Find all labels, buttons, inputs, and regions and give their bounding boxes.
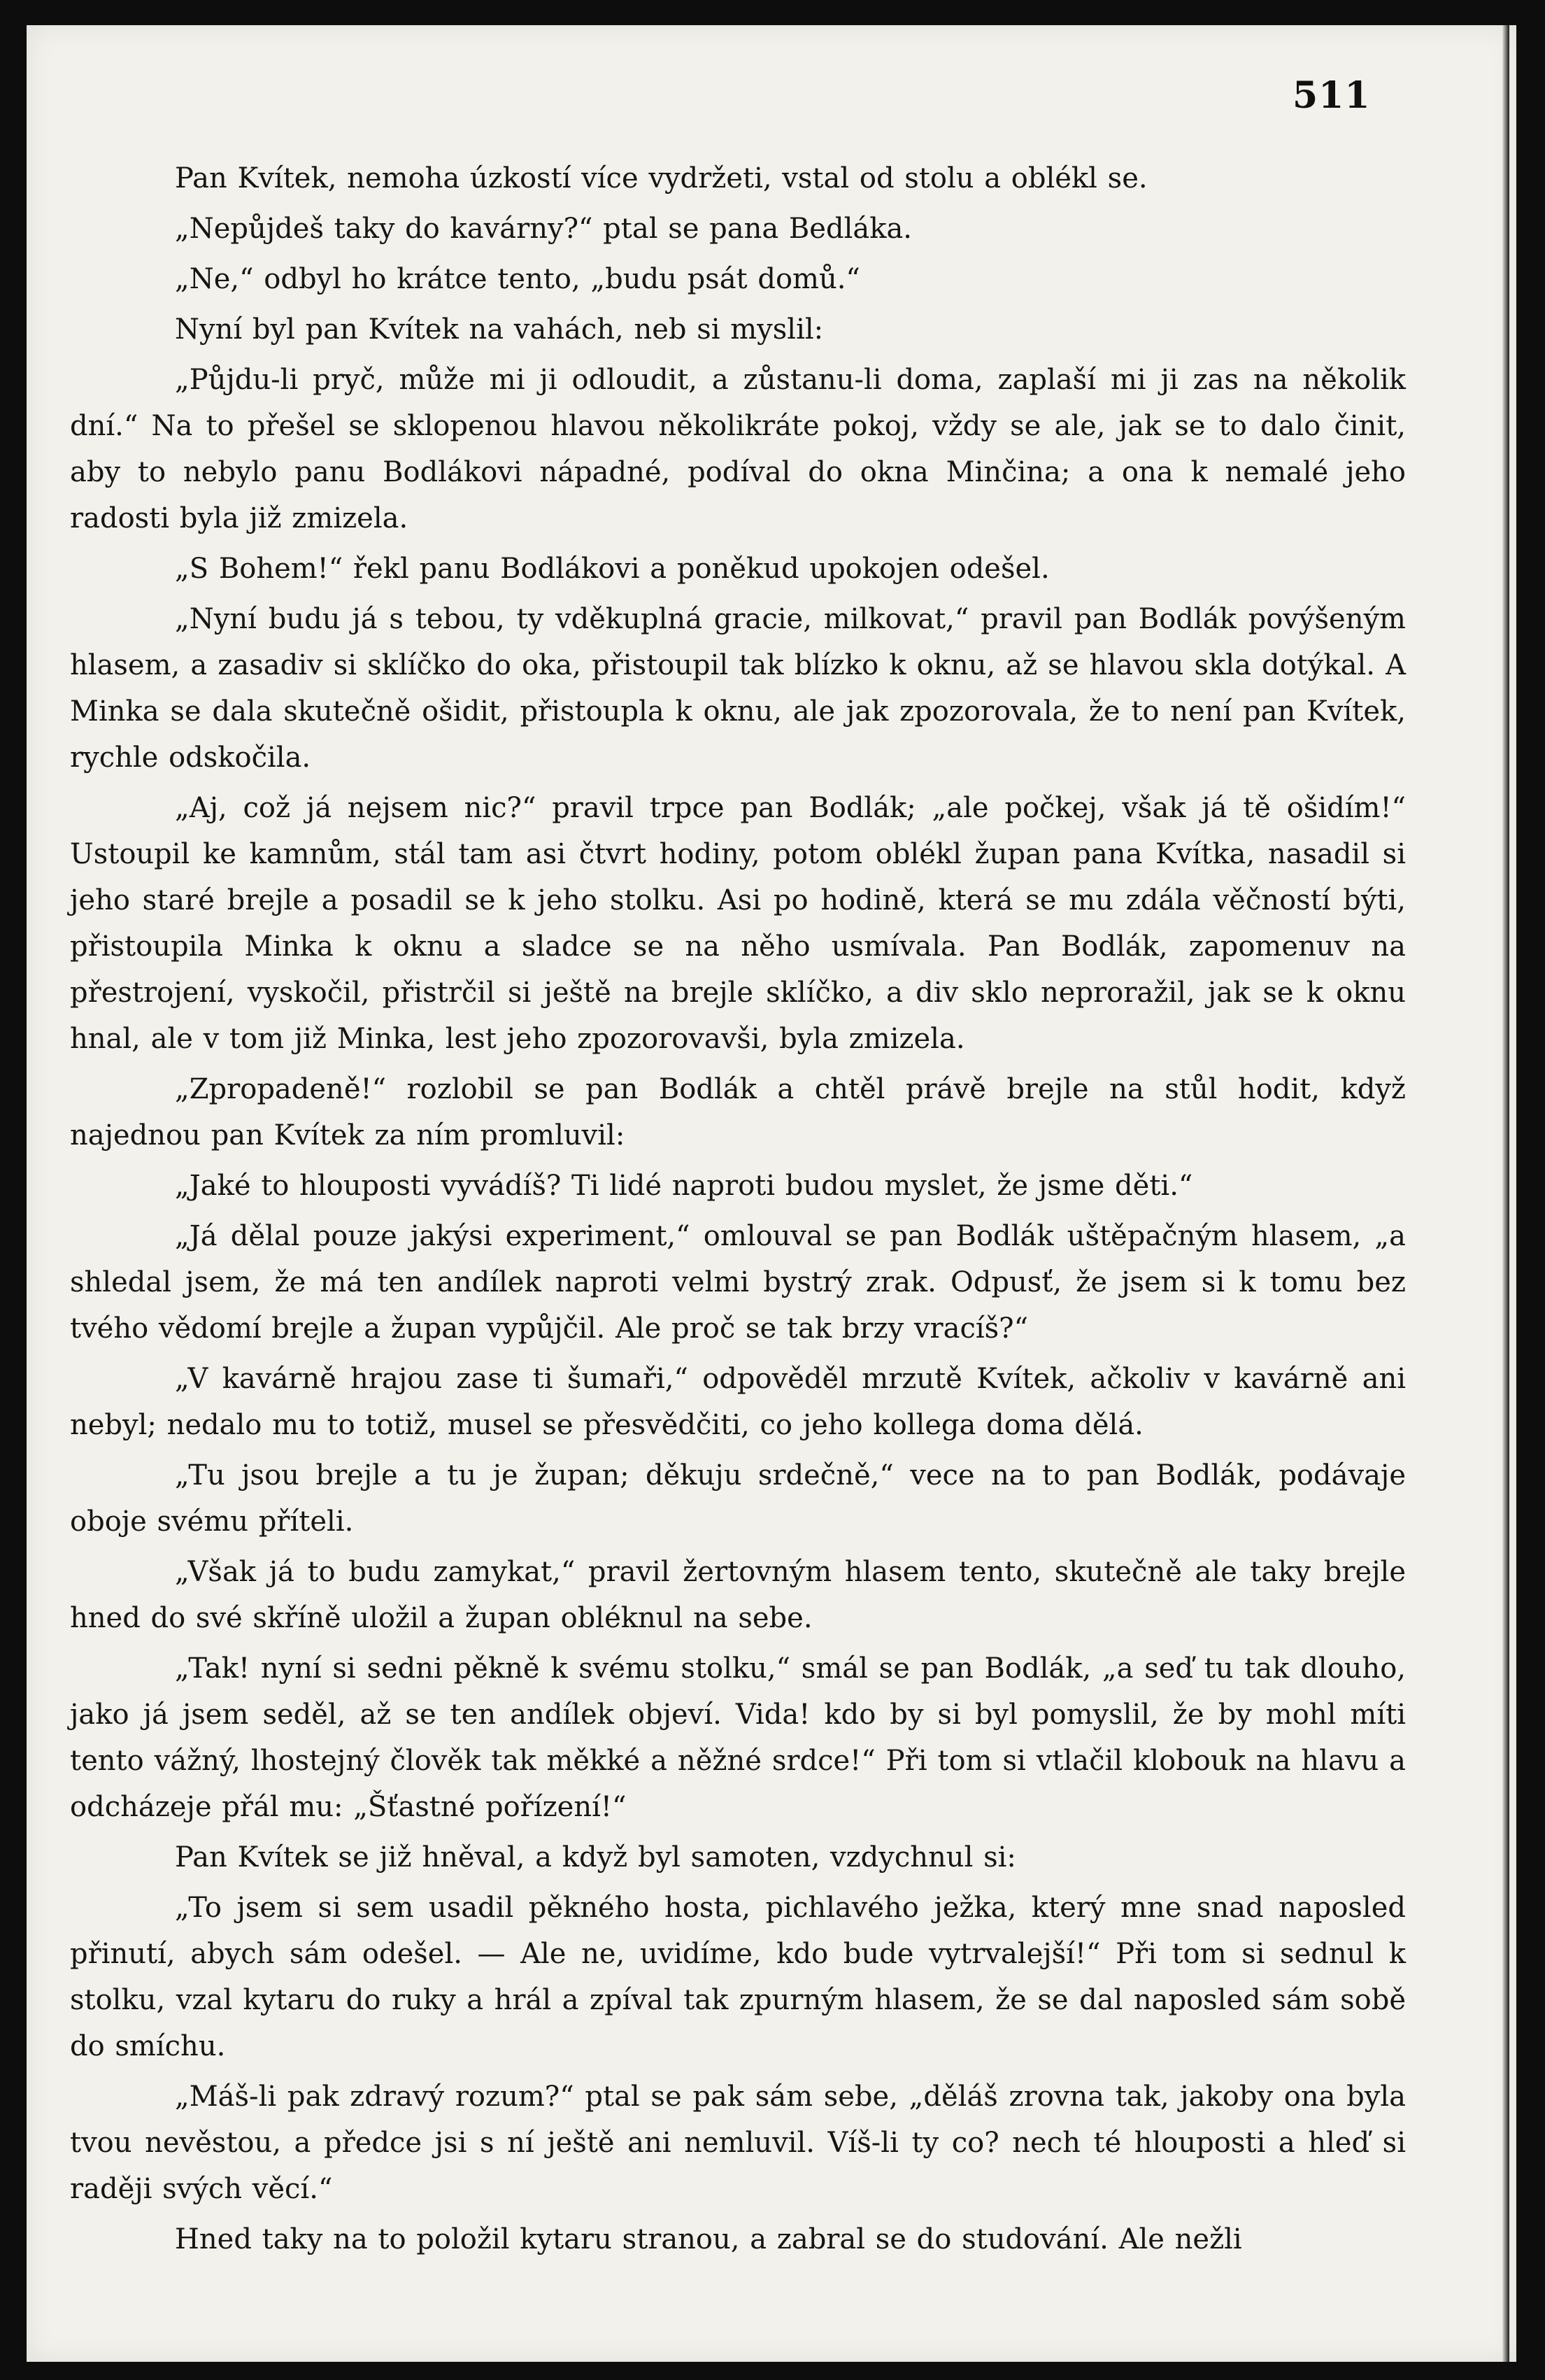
paragraph: „Aj, což já nejsem nic?“ pravil trpce pan Bodlák; „ale počkej, však já tě ošidím!“ Ustoupil ke kamnům, stál tam asi čtvrt hodiny, potom oblékl župan pana Kvítka, nasadil si jeho staré brejle a posadil se k jeho stolku. Asi po hodině, která se mu zdála věčností býti, přistoupila Minka k oknu a sladce se na něho usmívala. Pan Bodlák, zapomenuv na přestrojení, vyskočil, přistrčil si ještě na brejle sklíčko, a div sklo neproražil, jak se k oknu hnal, ale v tom již Minka, lest jeho zpozorovavši, byla zmizela. <box>70 792 1406 1055</box>
paragraph: „Zpropadeně!“ rozlobil se pan Bodlák a chtěl právě brejle na stůl hodit, když najednou pan Kvítek za ním promluvil: <box>70 1073 1406 1152</box>
paragraph: Pan Kvítek se již hněval, a když byl samoten, vzdychnul si: <box>175 1841 1016 1873</box>
paragraph: „Půjdu-li pryč, může mi ji odloudit, a zůstanu-li doma, zaplaší mi ji zas na několik dní.“ Na to přešel se sklopenou hlavou několikráte pokoj, vždy se ale, jak se to dalo činit, aby to nebylo panu Bodlákovi nápadné, podíval do okna Minčina; a ona k nemalé jeho radosti byla již zmizela. <box>70 364 1406 534</box>
paragraph: „Nepůjdeš taky do kavárny?“ ptal se pana Bedláka. <box>175 213 913 245</box>
paragraph: „S Bohem!“ řekl panu Bodlákovi a poněkud upokojen odešel. <box>175 553 1050 585</box>
paragraph: „Tu jsou brejle a tu je župan; děkuju srdečně,“ vece na to pan Bodlák, podávaje oboje svému příteli. <box>70 1459 1406 1538</box>
book-page <box>27 25 1516 2362</box>
paragraph: Hned taky na to položil kytaru stranou, a zabral se do studování. Ale nežli <box>175 2223 1242 2255</box>
paragraph: Pan Kvítek, nemoha úzkostí více vydržeti, vstal od stolu a oblékl se. <box>175 162 1148 194</box>
paragraph: „Však já to budu zamykat,“ pravil žertovným hlasem tento, skutečně ale taky brejle hned do své skříně uložil a župan obléknul na sebe. <box>70 1556 1406 1634</box>
paragraph: „Máš-li pak zdravý rozum?“ ptal se pak sám sebe, „děláš zrovna tak, jakoby ona byla tvou nevěstou, a předce jsi s ní ještě ani nemluvil. Víš-li ty co? nech té hlouposti a hleď si raději svých věcí.“ <box>70 2081 1406 2205</box>
page-edge <box>1502 25 1509 2362</box>
body-text <box>70 155 1406 2267</box>
paragraph: „Jaké to hlouposti vyvádíš? Ti lidé naproti budou myslet, že jsme děti.“ <box>175 1170 1193 1202</box>
paragraph: Nyní byl pan Kvítek na vahách, neb si myslil: <box>175 313 824 346</box>
paragraph: „V kavárně hrajou zase ti šumaři,“ odpověděl mrzutě Kvítek, ačkoliv v kavárně ani nebyl; nedalo mu to totiž, musel se přesvědčiti, co jeho kollega doma dělá. <box>70 1363 1406 1441</box>
paragraph: „Já dělal pouze jakýsi experiment,“ omlouval se pan Bodlák uštěpačným hlasem, „a shledal jsem, že má ten andílek naproti velmi bystrý zrak. Odpusť, že jsem si k tomu bez tvého vědomí brejle a župan vypůjčil. Ale proč se tak brzy vracíš?“ <box>70 1220 1406 1345</box>
paragraph: „Nyní budu já s tebou, ty vděkuplná gracie, milkovat,“ pravil pan Bodlák povýšeným hlasem, a zasadiv si sklíčko do oka, přistoupil tak blízko k oknu, až se hlavou skla dotýkal. A Minka se dala skutečně ošidit, přistoupla k oknu, ale jak zpozorovala, že to není pan Kvítek, rychle odskočila. <box>70 603 1406 774</box>
paragraph: „Tak! nyní si sedni pěkně k svému stolku,“ smál se pan Bodlák, „a seď tu tak dlouho, jako já jsem seděl, až se ten andílek objeví. Vida! kdo by si byl pomyslil, že by mohl míti tento vážný, lhostejný člověk tak měkké a něžné srdce!“ Při tom si vtlačil klobouk na hlavu a odcházeje přál mu: „Šťastné pořízení!“ <box>70 1652 1406 1823</box>
paragraph: „Ne,“ odbyl ho krátce tento, „budu psát domů.“ <box>175 263 860 295</box>
paragraph: „To jsem si sem usadil pěkného hosta, pichlavého ježka, který mne snad naposled přinutí, abych sám odešel. — Ale ne, uvidíme, kdo bude vytrvalejší!“ Při tom si sednul k stolku, vzal kytaru do ruky a hrál a zpíval tak zpurným hlasem, že se dal naposled sám sobě do smíchu. <box>70 1892 1406 2062</box>
page-number: 511 <box>1293 74 1371 117</box>
